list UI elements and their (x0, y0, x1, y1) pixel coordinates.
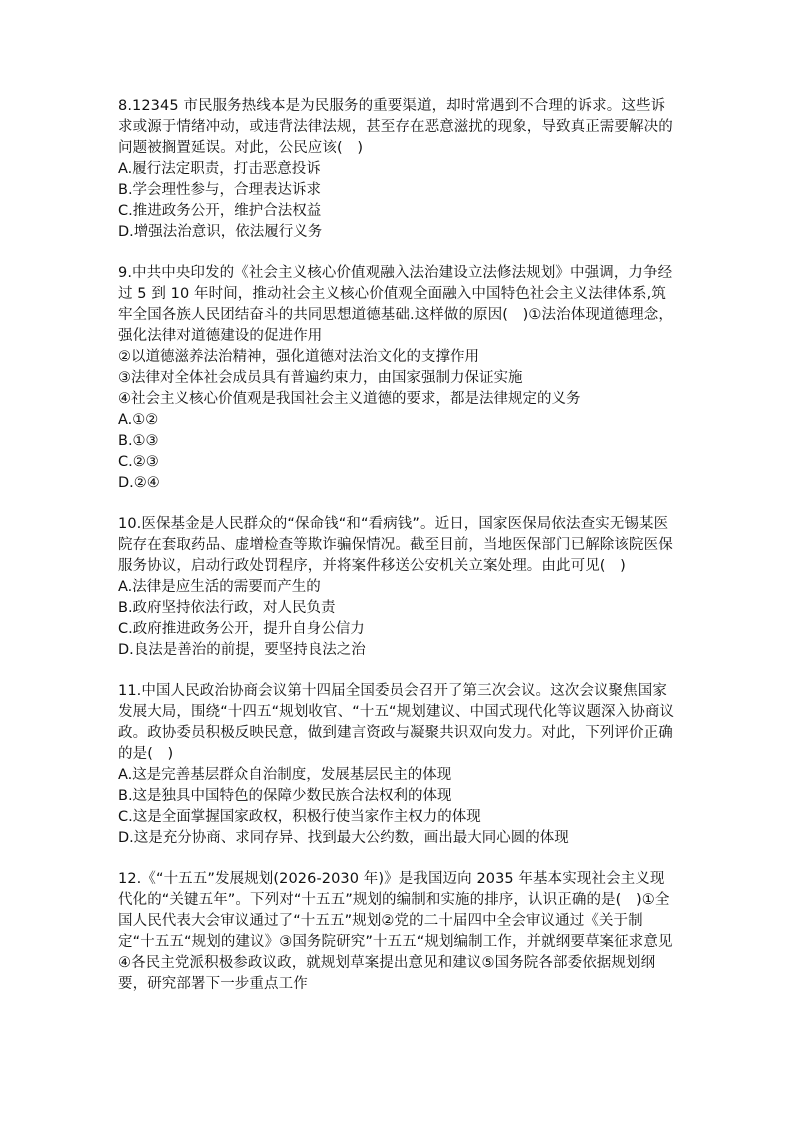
statement-3: ③法律对全体社会成员具有普遍约束力，由国家强制力保证实施 (118, 370, 523, 386)
option-c: C.推进政务公开，维护合法权益 (118, 203, 322, 219)
question-stem: 11.中国人民政治协商会议第十四届全国委员会召开了第三次会议。这次会议聚焦国家发展大局，围绕“十四五“规划收官、“十五“规划建议、中国式现代化等议题深入协商议政。政协委员积极反映民意，做到建言资政与凝聚共识双向发力。对此，下列评价正确的是( ) (118, 683, 675, 762)
statement-2: ②以道德滋养法治精神，强化道德对法治文化的支撑作用 (118, 349, 479, 365)
question-stem: 12.《“十五五”发展规划(2026-2030 年)》是我国迈向 2035 年基本实现社会主义现代化的“关键五年”。下列对“十五五”规划的编制和实施的排序，认识正确的是( )①全国人民代表大会审议通过了“十五五”规划②党的二十届四中全会审议通过《关于制定“十五五“规划的建议》③国务院研究”十五五“规划编制工作，并就纲要草案征求意见④各民主党派积极参政议政，就规划草案提出意见和建议⑤国务院各部委依据规划纲要，研究部署下一步重点工作 (118, 871, 673, 992)
option-a: A.①② (118, 412, 159, 428)
option-a: A.法律是应生活的需要而产生的 (118, 579, 321, 595)
option-c: C.②③ (118, 454, 159, 470)
option-c: C.这是全面掌握国家政权，积极行使当家作主权力的体现 (118, 809, 481, 825)
question-9 (118, 263, 676, 494)
question-stem: 10.医保基金是人民群众的“保命钱“和“看病钱”。近日，国家医保局依法查实无锡某医院存在套取药品、虚增检查等欺诈骗保情况。截至目前，当地医保部门已解除该院医保服务协议，启动行政处罚程序，并将案件移送公安机关立案处理。由此可见( ) (118, 516, 673, 574)
question-8 (118, 96, 676, 243)
statement-4: ④社会主义核心价值观是我国社会主义道德的要求，都是法律规定的义务 (118, 391, 581, 407)
question-11 (118, 681, 676, 849)
option-b: B.政府坚持依法行政，对人民负责 (118, 600, 336, 616)
option-b: B.学会理性参与，合理表达诉求 (118, 182, 322, 198)
option-d: D.良法是善治的前提，要坚持良法之治 (118, 642, 366, 658)
question-stem: 8.12345 市民服务热线本是为民服务的重要渠道，却时常遇到不合理的诉求。这些诉求或源于情绪冲动，或违背法律法规，甚至存在恶意滋扰的现象，导致真正需要解决的问题被搁置延误。对此，公民应该( ) (118, 98, 673, 156)
question-10 (118, 514, 676, 661)
option-d: D.②④ (118, 475, 160, 491)
option-d: D.这是充分协商、求同存异、找到最大公约数，画出最大同心圆的体现 (118, 830, 569, 846)
option-a: A.这是完善基层群众自治制度，发展基层民主的体现 (118, 767, 452, 783)
option-c: C.政府推进政务公开，提升自身公信力 (118, 621, 365, 637)
question-12 (118, 869, 676, 995)
option-a: A.履行法定职责，打击恶意投诉 (118, 161, 321, 177)
option-d: D.增强法治意识，依法履行义务 (118, 224, 323, 240)
question-stem: 9.中共中央印发的《社会主义核心价值观融入法治建设立法修法规划》中强调，力争经过 5 到 10 年时间，推动社会主义核心价值观全面融入中国特色社会主义法律体系,筑牢全国各族人民团结奋斗的共同思想道德基础.这样做的原因( )①法治体现道德理念，强化法律对道德建设的促进作用 (118, 265, 673, 344)
option-b: B.①③ (118, 433, 159, 449)
option-b: B.这是独具中国特色的保障少数民族合法权利的体现 (118, 788, 452, 804)
